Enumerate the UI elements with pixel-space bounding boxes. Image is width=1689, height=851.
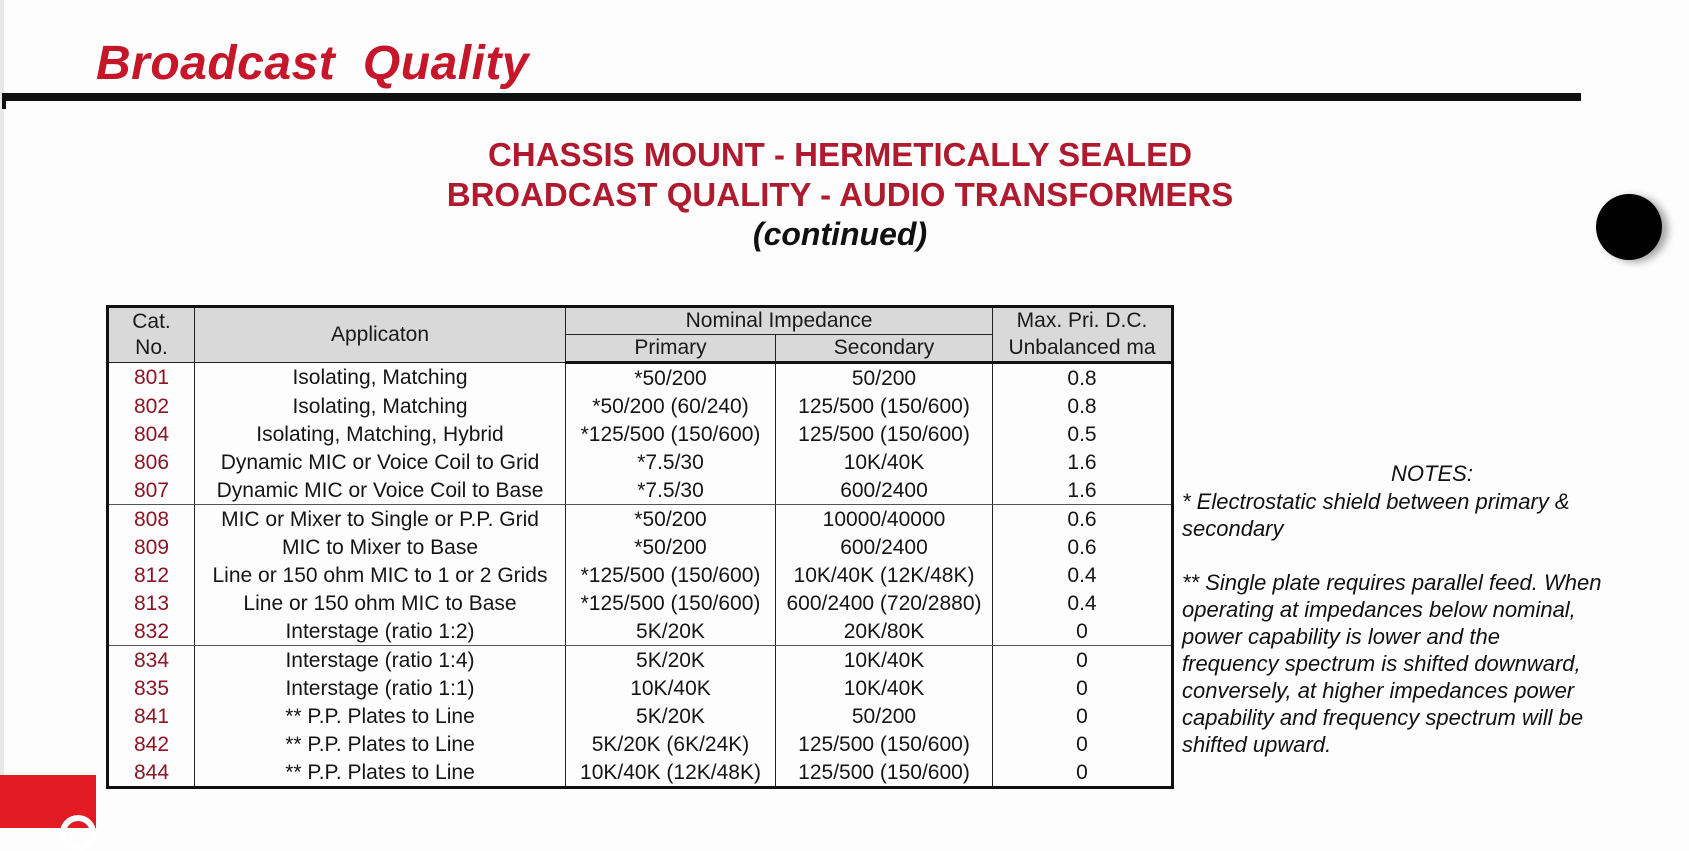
header-cat-no: Cat. No. [108,307,195,363]
primary-impedance: *7.5/30 [566,448,776,476]
note-single-plate: ** Single plate requires parallel feed. When operating at impedances below nominal, power capability is lower and the frequency spectrum is shifted downward, conversely, at higher impedances power capability and frequency spectrum will be shifted upward. [1182,570,1602,757]
table-row [108,561,1173,589]
primary-impedance: *50/200 (60/240) [566,392,776,420]
page-number-mark [60,815,96,851]
secondary-impedance: 50/200 [776,702,993,730]
table-row [108,392,1173,420]
table-row [108,617,1173,646]
title-rule [6,93,1581,101]
application: Dynamic MIC or Voice Coil to Base [195,476,566,505]
primary-impedance: *7.5/30 [566,476,776,505]
table-row [108,730,1173,758]
application: Isolating, Matching [195,392,566,420]
table-row [108,505,1173,534]
cat-no: 834 [108,646,195,675]
table-row [108,702,1173,730]
primary-impedance: *125/500 (150/600) [566,561,776,589]
secondary-impedance: 50/200 [776,363,993,393]
table-row [108,363,1173,393]
heading-line-2: BROADCAST QUALITY - AUDIO TRANSFORMERS [446,176,1234,213]
application: Isolating, Matching, Hybrid [195,420,566,448]
max-dc-ma: 0.6 [993,533,1173,561]
table-row [108,674,1173,702]
secondary-impedance: 10000/40000 [776,505,993,534]
table-row [108,758,1173,788]
cat-no: 832 [108,617,195,646]
table-row [108,646,1173,675]
max-dc-ma: 1.6 [993,476,1173,505]
cat-no: 813 [108,589,195,617]
secondary-impedance: 10K/40K [776,448,993,476]
max-dc-ma: 1.6 [993,448,1173,476]
primary-impedance: 5K/20K [566,646,776,675]
heading-line-1: CHASSIS MOUNT - HERMETICALLY SEALED [487,136,1193,173]
primary-impedance: *125/500 (150/600) [566,420,776,448]
secondary-impedance: 600/2400 (720/2880) [776,589,993,617]
primary-impedance: 5K/20K (6K/24K) [566,730,776,758]
cat-no: 809 [108,533,195,561]
header-nominal-impedance: Nominal Impedance [566,307,993,335]
max-dc-ma: 0.5 [993,420,1173,448]
max-dc-ma: 0 [993,617,1173,646]
application: Isolating, Matching [195,363,566,393]
cat-no: 841 [108,702,195,730]
cat-no: 802 [108,392,195,420]
cat-no: 842 [108,730,195,758]
header-secondary: Secondary [776,335,993,363]
max-dc-ma: 0 [993,702,1173,730]
max-dc-ma: 0 [993,646,1173,675]
cat-no: 806 [108,448,195,476]
secondary-impedance: 20K/80K [776,617,993,646]
primary-impedance: 10K/40K (12K/48K) [566,758,776,788]
application: Line or 150 ohm MIC to Base [195,589,566,617]
cat-no: 812 [108,561,195,589]
header-primary: Primary [566,335,776,363]
table-row [108,448,1173,476]
application: Interstage (ratio 1:4) [195,646,566,675]
table-row [108,589,1173,617]
primary-impedance: 5K/20K [566,617,776,646]
page-title: Broadcast Quality [96,37,530,90]
page-edge [0,0,4,828]
header-application: Applicaton [195,307,566,363]
max-dc-ma: 0.4 [993,589,1173,617]
heading-continued: (continued) [752,216,928,252]
max-dc-ma: 0 [993,730,1173,758]
primary-impedance: *50/200 [566,363,776,393]
application: Interstage (ratio 1:2) [195,617,566,646]
notes-block [1182,460,1602,785]
application: ** P.P. Plates to Line [195,758,566,788]
max-dc-ma: 0 [993,674,1173,702]
max-dc-ma: 0.4 [993,561,1173,589]
header-unbalanced-ma: Unbalanced ma [993,335,1173,363]
secondary-impedance: 125/500 (150/600) [776,730,993,758]
application: Line or 150 ohm MIC to 1 or 2 Grids [195,561,566,589]
secondary-impedance: 600/2400 [776,533,993,561]
cat-no: 801 [108,363,195,393]
primary-impedance: 5K/20K [566,702,776,730]
secondary-impedance: 125/500 (150/600) [776,392,993,420]
primary-impedance: *50/200 [566,505,776,534]
cat-no: 808 [108,505,195,534]
transformer-table [106,305,1174,789]
notes-title: NOTES: [1391,461,1473,486]
application: MIC to Mixer to Base [195,533,566,561]
secondary-impedance: 10K/40K (12K/48K) [776,561,993,589]
binder-hole [1596,194,1662,260]
table-row [108,476,1173,505]
application: MIC or Mixer to Single or P.P. Grid [195,505,566,534]
cat-no: 807 [108,476,195,505]
max-dc-ma: 0.8 [993,363,1173,393]
application: ** P.P. Plates to Line [195,730,566,758]
secondary-impedance: 600/2400 [776,476,993,505]
application: Interstage (ratio 1:1) [195,674,566,702]
cat-no: 804 [108,420,195,448]
primary-impedance: *50/200 [566,533,776,561]
secondary-impedance: 10K/40K [776,646,993,675]
application: ** P.P. Plates to Line [195,702,566,730]
max-dc-ma: 0 [993,758,1173,788]
cat-no: 844 [108,758,195,788]
secondary-impedance: 125/500 (150/600) [776,420,993,448]
max-dc-ma: 0.6 [993,505,1173,534]
max-dc-ma: 0.8 [993,392,1173,420]
note-electrostatic-shield: * Electrostatic shield between primary & secondary [1182,489,1570,541]
cat-no: 835 [108,674,195,702]
primary-impedance: 10K/40K [566,674,776,702]
table-row [108,420,1173,448]
primary-impedance: *125/500 (150/600) [566,589,776,617]
table-row [108,533,1173,561]
header-max-pri-dc: Max. Pri. D.C. [993,307,1173,335]
application: Dynamic MIC or Voice Coil to Grid [195,448,566,476]
secondary-impedance: 10K/40K [776,674,993,702]
secondary-impedance: 125/500 (150/600) [776,758,993,788]
